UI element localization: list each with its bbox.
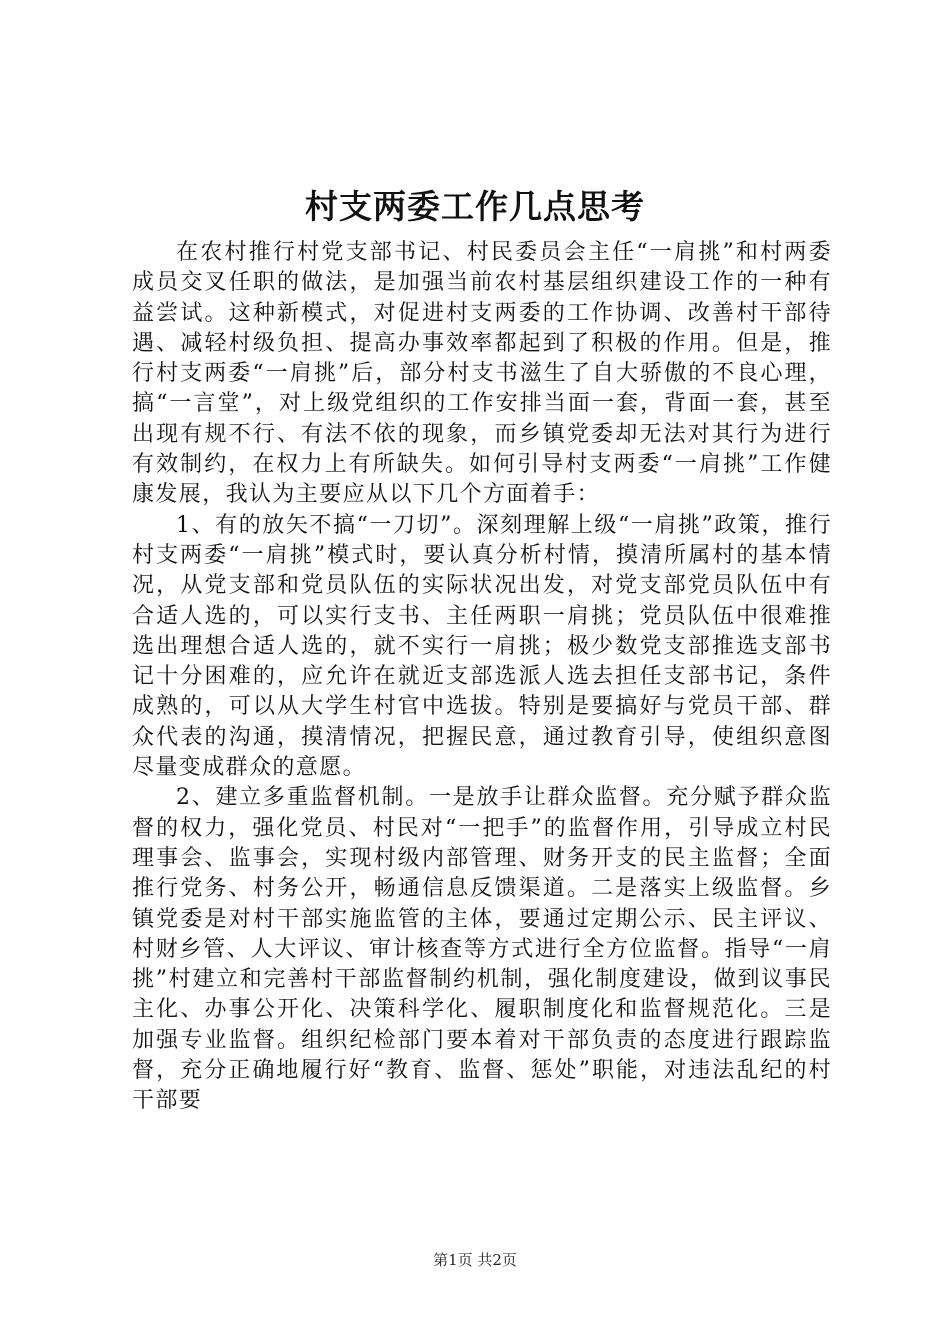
paragraph-point-2: 2、建立多重监督机制。一是放手让群众监督。充分赋予群众监督的权力，强化党员、村民对“一把手”的监督作用，引导成立村民理事会、监事会，实现村级内部管理、财务开支的民主监督；全面推行党务、村务公开，畅通信息反馈渠道。二是落实上级监督。乡镇党委是对村干部实施监管的主体，要通过定期公示、民主评议、村财乡管、人大评议、审计核查等方式进行全方位监督。指导“一肩挑”村建立和完善村干部监督制约机制，强化制度建设，做到议事民主化、办事公开化、决策科学化、履职制度化和监督规范化。三是加强专业监督。组织纪检部门要本着对干部负责的态度进行跟踪监督，充分正确地履行好“教育、监督、惩处”职能，对违法乱纪的村干部要 — [132, 785, 832, 1114]
paragraph-point-1: 1、有的放矢不搞“一刀切”。深刻理解上级“一肩挑”政策，推行村支两委“一肩挑”模式时，要认真分析村情，摸清所属村的基本情况，从党支部和党员队伍的实际状况出发，对党支部党员队伍中有合适人选的，可以实行支书、主任两职一肩挑；党员队伍中很难推选出理想合适人选的，就不实行一肩挑；极少数党支部推选支部书记十分困难的，应允许在就近支部选派人选去担任支部书记，条件成熟的，可以从大学生村官中选拔。特别是要搞好与党员干部、群众代表的沟通，摸清情况，把握民意，通过教育引导，使组织意图尽量变成群众的意愿。 — [132, 512, 832, 781]
document-body — [132, 238, 832, 1117]
paragraph-intro: 在农村推行村党支部书记、村民委员会主任“一肩挑”和村两委成员交叉任职的做法，是加强当前农村基层组织建设工作的一种有益尝试。这种新模式，对促进村支两委的工作协调、改善村干部待遇、减轻村级负担、提高办事效率都起到了积极的作用。但是，推行村支两委“一肩挑”后，部分村支书滋生了自大骄傲的不良心理，搞“一言堂”，对上级党组织的工作安排当面一套，背面一套，甚至出现有规不行、有法不依的现象，而乡镇党委却无法对其行为进行有效制约，在权力上有所缺失。如何引导村支两委“一肩挑”工作健康发展，我认为主要应从以下几个方面着手： — [132, 240, 832, 508]
document-title: 村支两委工作几点思考 — [305, 187, 645, 226]
page-footer: 第1页 共2页 — [433, 1251, 517, 1269]
